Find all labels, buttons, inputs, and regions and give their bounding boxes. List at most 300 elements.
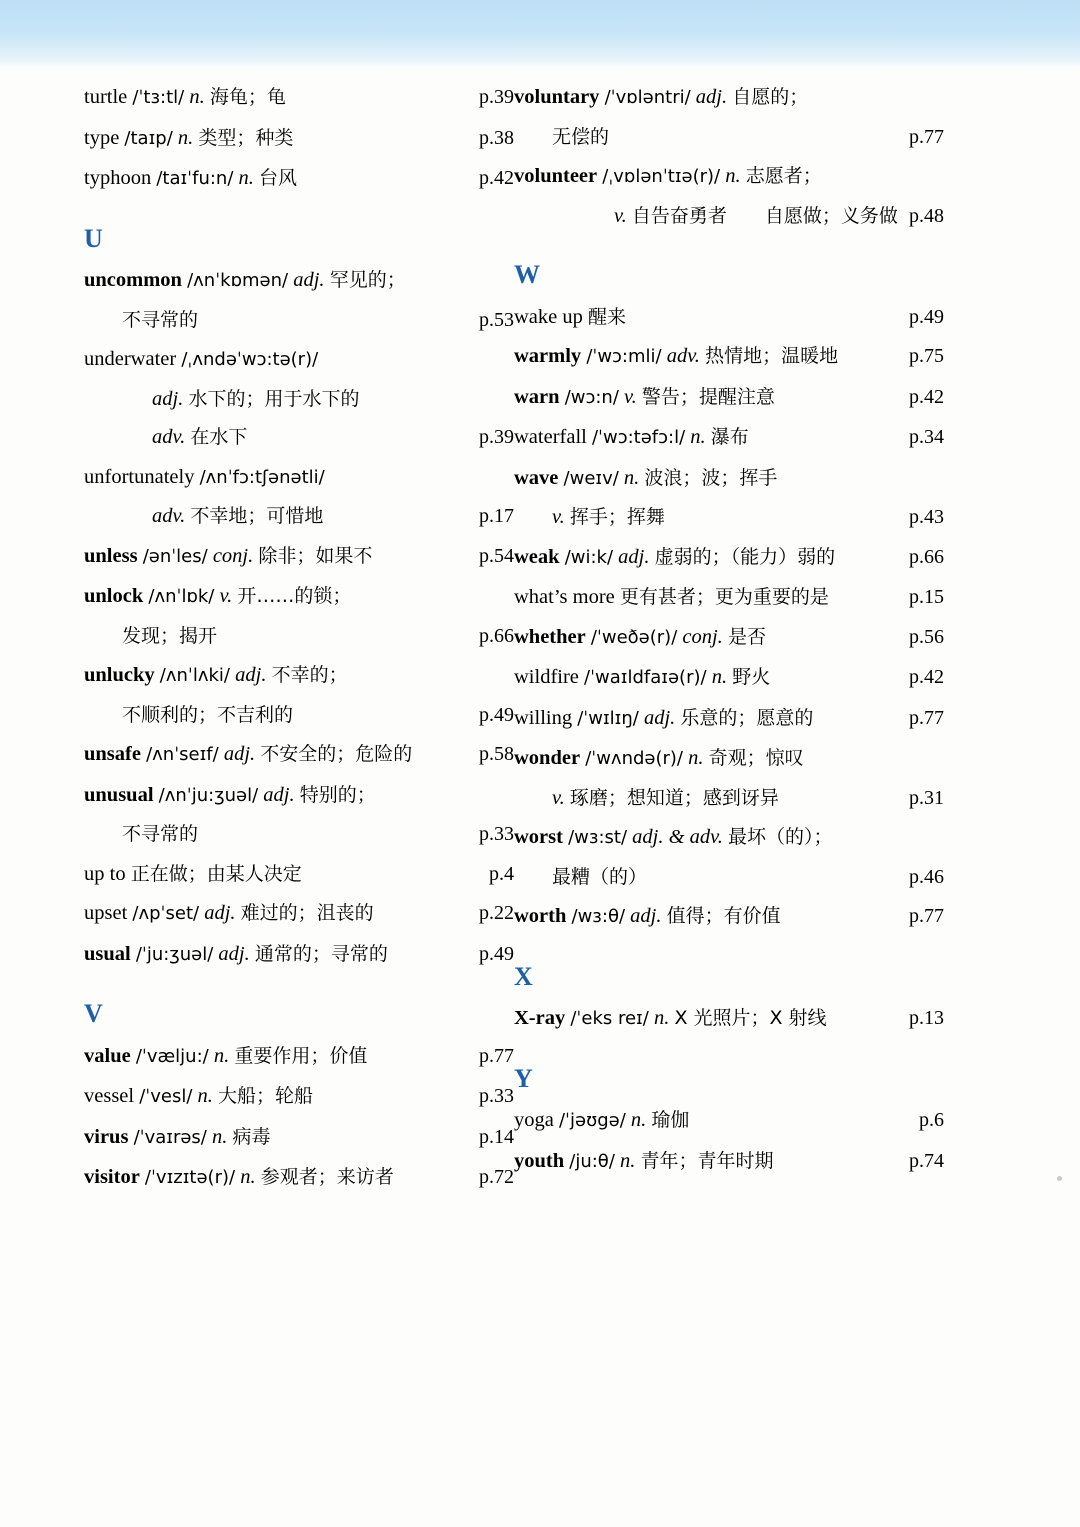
headword: unsafe bbox=[84, 743, 141, 766]
definition: 虚弱的；（能力）弱的 bbox=[654, 545, 836, 568]
phonetic: /ˈvɪzɪtə(r)/ bbox=[144, 1167, 236, 1189]
headword: willing bbox=[514, 706, 573, 729]
glossary-entry bbox=[514, 157, 944, 235]
part-of-speech: n. bbox=[711, 666, 728, 689]
glossary-entry bbox=[84, 261, 514, 339]
part-of-speech: n. bbox=[238, 167, 254, 189]
headword: typhoon bbox=[84, 167, 152, 189]
glossary-line bbox=[514, 337, 944, 377]
headword: unusual bbox=[84, 783, 154, 806]
definition: 病毒 bbox=[232, 1125, 271, 1148]
glossary-entry bbox=[514, 658, 944, 698]
page-reference: p.17 bbox=[479, 505, 514, 528]
part-of-speech: adv. bbox=[666, 345, 700, 368]
glossary-line-text bbox=[84, 537, 372, 577]
glossary-line-text bbox=[514, 897, 781, 937]
phonetic: /ju:θ/ bbox=[569, 1150, 615, 1172]
glossary-line bbox=[84, 458, 514, 498]
phonetic: /ˈeks reɪ/ bbox=[570, 1008, 649, 1030]
headword: uncommon bbox=[84, 269, 182, 292]
headword: underwater bbox=[84, 348, 177, 371]
headword: youth bbox=[514, 1149, 565, 1172]
headword: warn bbox=[514, 385, 560, 408]
phonetic: /wɜ:θ/ bbox=[571, 906, 626, 928]
glossary-line-text bbox=[514, 999, 827, 1039]
definition: 值得；有价值 bbox=[666, 905, 781, 928]
glossary-line bbox=[84, 696, 514, 735]
glossary-entry bbox=[514, 1101, 944, 1141]
headword: waterfall bbox=[514, 426, 587, 449]
page-reference: p.53 bbox=[479, 308, 514, 331]
glossary-line-text bbox=[514, 1101, 689, 1141]
headword: worth bbox=[514, 905, 567, 928]
part-of-speech: adj. bbox=[643, 706, 676, 729]
phonetic: /ʌpˈset/ bbox=[132, 903, 200, 925]
glossary-line bbox=[84, 735, 514, 775]
part-of-speech: adv. bbox=[152, 426, 186, 449]
phonetic: /ˈjəʊgə/ bbox=[558, 1110, 626, 1132]
glossary-line-text bbox=[514, 298, 626, 337]
glossary-entry bbox=[514, 78, 944, 156]
page-reference: p.42 bbox=[479, 167, 514, 189]
headword: up to bbox=[84, 862, 126, 885]
glossary-line-text bbox=[514, 78, 808, 118]
page-reference: p.48 bbox=[909, 204, 944, 227]
headword: warmly bbox=[514, 345, 582, 368]
part-of-speech: v. bbox=[219, 585, 233, 608]
letter-heading-u: U bbox=[84, 223, 103, 253]
glossary-line bbox=[514, 658, 944, 698]
glossary-line-text bbox=[84, 1077, 313, 1117]
glossary-entry bbox=[84, 656, 514, 734]
page-reference: p.54 bbox=[479, 544, 514, 567]
part-of-speech: n. bbox=[189, 86, 205, 108]
phonetic: /ˈwɔ:mli/ bbox=[586, 346, 662, 368]
page-reference: p.46 bbox=[909, 865, 944, 888]
headword: virus bbox=[84, 1125, 129, 1148]
glossary-line-text bbox=[514, 538, 835, 578]
page-reference: p.77 bbox=[479, 1044, 514, 1067]
glossary-line bbox=[514, 779, 944, 818]
glossary-line-text bbox=[552, 858, 647, 897]
glossary-entry bbox=[84, 340, 514, 457]
glossary-line bbox=[514, 578, 944, 617]
letter-heading-w: W bbox=[514, 260, 540, 289]
glossary-line bbox=[84, 119, 514, 159]
glossary-entry bbox=[84, 78, 514, 118]
part-of-speech: n. bbox=[688, 747, 704, 770]
phonetic: /ˈwɔ:təfɔ:l/ bbox=[591, 427, 686, 449]
phonetic: /wi:k/ bbox=[564, 546, 614, 568]
glossary-line-text bbox=[84, 159, 297, 199]
page-reference: p.72 bbox=[479, 1166, 514, 1189]
glossary-entry bbox=[84, 119, 514, 159]
glossary-line-text bbox=[152, 418, 247, 457]
definition: 不寻常的 bbox=[122, 308, 199, 331]
glossary-entry bbox=[514, 578, 944, 617]
glossary-line bbox=[84, 617, 514, 656]
glossary-line-text bbox=[84, 1118, 271, 1158]
definition: 类型；种类 bbox=[198, 126, 294, 149]
page-reference: p.33 bbox=[479, 823, 514, 846]
letter-heading-v: V bbox=[84, 999, 103, 1029]
glossary-line bbox=[84, 301, 514, 340]
page-reference: p.77 bbox=[909, 905, 944, 928]
glossary-entry bbox=[514, 459, 944, 537]
glossary-line-text bbox=[122, 815, 198, 854]
page-reference: p.43 bbox=[909, 506, 944, 529]
part-of-speech: n. bbox=[725, 165, 741, 187]
glossary-line bbox=[84, 261, 514, 301]
glossary-entry bbox=[514, 739, 944, 817]
page-corner-mark bbox=[1057, 1176, 1062, 1181]
headword: whether bbox=[514, 625, 586, 648]
glossary-entry bbox=[84, 1118, 514, 1158]
glossary-line-text bbox=[514, 739, 804, 779]
glossary-line-text bbox=[84, 855, 302, 894]
glossary-entry bbox=[84, 855, 514, 894]
part-of-speech: n. bbox=[177, 126, 194, 149]
glossary-line bbox=[514, 378, 944, 418]
part-of-speech: n. bbox=[653, 1007, 670, 1030]
glossary-line-text bbox=[514, 699, 813, 739]
definition: 琢磨；想知道；感到讶异 bbox=[569, 786, 779, 809]
definition: 发现；揭开 bbox=[122, 624, 218, 647]
glossary-line-text bbox=[152, 497, 323, 536]
glossary-line bbox=[84, 340, 514, 380]
definition: 自愿的； bbox=[732, 86, 809, 108]
glossary-line-text bbox=[614, 197, 898, 236]
glossary-entry bbox=[514, 999, 944, 1039]
page-reference: p.13 bbox=[909, 1007, 944, 1030]
glossary-entry bbox=[84, 894, 514, 934]
glossary-line-text bbox=[84, 261, 406, 301]
definition: 难过的；沮丧的 bbox=[240, 902, 374, 925]
definition: 乐意的；愿意的 bbox=[680, 706, 814, 729]
definition: 罕见的； bbox=[329, 269, 406, 292]
glossary-line-text bbox=[84, 340, 318, 380]
definition: 青年；青年时期 bbox=[640, 1149, 774, 1172]
glossary-line-text bbox=[122, 617, 217, 656]
page-reference: p.42 bbox=[909, 385, 944, 408]
glossary-line bbox=[84, 1077, 514, 1117]
part-of-speech: adj. & adv. bbox=[632, 826, 723, 849]
page-reference: p.39 bbox=[479, 426, 514, 449]
definition: 警告；提醒注意 bbox=[641, 385, 775, 408]
headword: wake up bbox=[514, 305, 583, 328]
glossary-entry bbox=[84, 159, 514, 199]
glossary-entry bbox=[84, 537, 514, 577]
glossary-entry bbox=[514, 618, 944, 658]
glossary-line-text bbox=[552, 498, 665, 537]
part-of-speech: n. bbox=[212, 1125, 228, 1148]
part-of-speech: v. bbox=[614, 204, 627, 227]
glossary-line bbox=[84, 855, 514, 894]
part-of-speech: adj. bbox=[218, 942, 250, 965]
headword: turtle bbox=[84, 86, 128, 108]
phonetic: /wɜ:st/ bbox=[568, 827, 628, 849]
definition: 最坏（的）； bbox=[727, 826, 833, 849]
definition: 醒来 bbox=[588, 305, 627, 328]
phonetic: /ˈwɪlɪŋ/ bbox=[577, 707, 639, 729]
phonetic: /ˈvælju:/ bbox=[135, 1045, 209, 1067]
glossary-line-text bbox=[122, 301, 198, 340]
letter-heading-x: X bbox=[514, 961, 533, 991]
glossary-line bbox=[84, 159, 514, 199]
glossary-line bbox=[514, 1142, 944, 1182]
glossary-line-text bbox=[84, 78, 286, 118]
phonetic: /ʌnˈkɒmən/ bbox=[187, 270, 289, 292]
definition: 不安全的；危险的 bbox=[260, 743, 413, 766]
part-of-speech: n. bbox=[623, 466, 640, 489]
page-reference: p.42 bbox=[909, 666, 944, 689]
phonetic: /ʌnˈlɒk/ bbox=[148, 586, 215, 608]
glossary-entry bbox=[514, 378, 944, 418]
definition: 志愿者； bbox=[745, 165, 822, 187]
page-reference: p.75 bbox=[909, 345, 944, 368]
glossary-line-text bbox=[84, 935, 388, 975]
definition: 开……的锁； bbox=[237, 585, 352, 608]
phonetic: /weɪv/ bbox=[563, 467, 619, 489]
glossary-line bbox=[514, 858, 944, 897]
glossary-entry bbox=[514, 337, 944, 377]
definition: 台风 bbox=[259, 167, 298, 189]
headword: unless bbox=[84, 544, 138, 567]
headword: unlock bbox=[84, 585, 144, 608]
glossary-entry bbox=[84, 776, 514, 854]
glossary-line bbox=[514, 699, 944, 739]
phonetic: /ˈweðə(r)/ bbox=[590, 626, 678, 648]
glossary-line-text bbox=[84, 656, 348, 696]
definition: 波浪；波；挥手 bbox=[644, 466, 778, 489]
definition: 水下的；用于水下的 bbox=[188, 387, 360, 410]
definition: 重要作用；价值 bbox=[234, 1044, 368, 1067]
headword: unlucky bbox=[84, 664, 155, 687]
part-of-speech: v. bbox=[552, 506, 565, 529]
headword: voluntary bbox=[514, 86, 600, 108]
glossary-line bbox=[84, 78, 514, 118]
part-of-speech: v. bbox=[624, 385, 637, 408]
part-of-speech: conj. bbox=[682, 625, 723, 648]
letter-heading-y: Y bbox=[514, 1063, 533, 1093]
glossary-entry bbox=[84, 1158, 514, 1198]
glossary-line bbox=[514, 118, 944, 157]
phonetic: /ˈtɜ:tl/ bbox=[132, 87, 185, 108]
part-of-speech: adj. bbox=[235, 664, 267, 687]
definition: 奇观；惊叹 bbox=[708, 747, 804, 770]
definition: 自告奋勇者 自愿做；义务做 bbox=[631, 204, 898, 227]
glossary-line-text bbox=[514, 658, 770, 698]
part-of-speech: n. bbox=[213, 1044, 230, 1067]
page-reference: p.77 bbox=[909, 125, 944, 148]
definition: 更有甚者；更为重要的是 bbox=[619, 586, 829, 609]
headword: usual bbox=[84, 942, 131, 965]
glossary-line bbox=[514, 1101, 944, 1141]
glossary-line bbox=[84, 537, 514, 577]
phonetic: /ˈvesl/ bbox=[139, 1086, 193, 1108]
glossary-column-right bbox=[514, 78, 944, 1199]
glossary-line bbox=[514, 618, 944, 658]
glossary-line bbox=[514, 459, 944, 499]
glossary-line bbox=[84, 1118, 514, 1158]
definition: 不幸的； bbox=[271, 664, 348, 687]
phonetic: /ˈju:ʒuəl/ bbox=[135, 943, 214, 965]
page-header-band bbox=[0, 0, 1080, 62]
part-of-speech: n. bbox=[630, 1109, 647, 1132]
glossary-line bbox=[84, 894, 514, 934]
part-of-speech: n. bbox=[240, 1166, 256, 1189]
glossary-line bbox=[84, 1158, 514, 1198]
part-of-speech: adj. bbox=[263, 783, 295, 806]
page-reference: p.74 bbox=[909, 1149, 944, 1172]
definition: 海龟；龟 bbox=[209, 86, 286, 108]
phonetic: /wɔ:n/ bbox=[564, 386, 619, 408]
glossary-line bbox=[514, 999, 944, 1039]
phonetic: /ʌnˈseɪf/ bbox=[146, 744, 219, 766]
glossary-line-text bbox=[84, 776, 376, 816]
glossary-line-text bbox=[84, 577, 351, 617]
headword: volunteer bbox=[514, 165, 598, 187]
headword: X-ray bbox=[514, 1007, 566, 1030]
glossary-entry bbox=[514, 1142, 944, 1182]
glossary-entry bbox=[514, 699, 944, 739]
page-reference: p.33 bbox=[479, 1085, 514, 1108]
glossary-entry bbox=[514, 418, 944, 458]
glossary-line bbox=[84, 418, 514, 457]
glossary-entry bbox=[514, 818, 944, 896]
headword: unfortunately bbox=[84, 465, 195, 488]
part-of-speech: conj. bbox=[212, 544, 254, 567]
glossary-line-text bbox=[514, 618, 766, 658]
headword: yoga bbox=[514, 1109, 554, 1132]
part-of-speech: n. bbox=[620, 1149, 636, 1172]
part-of-speech: adj. bbox=[695, 86, 728, 108]
glossary-line-text bbox=[84, 1037, 367, 1077]
definition: 除非；如果不 bbox=[258, 544, 373, 567]
headword: type bbox=[84, 126, 120, 149]
part-of-speech: n. bbox=[690, 426, 706, 449]
phonetic: /ʌnˈfɔ:tʃənətli/ bbox=[199, 466, 325, 488]
page-reference: p.58 bbox=[479, 743, 514, 766]
glossary-line bbox=[84, 815, 514, 854]
page-reference: p.31 bbox=[909, 786, 944, 809]
definition: 瑜伽 bbox=[651, 1109, 690, 1132]
definition: X 光照片；X 射线 bbox=[674, 1007, 827, 1030]
page-reference: p.39 bbox=[479, 86, 514, 108]
definition: 不幸地；可惜地 bbox=[190, 505, 324, 528]
phonetic: /ˈwʌndə(r)/ bbox=[585, 748, 683, 770]
part-of-speech: adj. bbox=[293, 269, 325, 292]
definition: 正在做；由某人决定 bbox=[130, 862, 302, 885]
definition: 是否 bbox=[727, 625, 766, 648]
glossary-line bbox=[514, 897, 944, 937]
page-reference: p.56 bbox=[909, 625, 944, 648]
glossary-line bbox=[514, 739, 944, 779]
page-reference: p.77 bbox=[909, 706, 944, 729]
glossary-line-text bbox=[84, 119, 293, 159]
page-reference: p.15 bbox=[909, 586, 944, 609]
definition: 大船；轮船 bbox=[218, 1085, 314, 1108]
glossary-line-text bbox=[84, 735, 412, 775]
glossary-line-text bbox=[152, 380, 359, 419]
phonetic: /ˌʌndəˈwɔ:tə(r)/ bbox=[181, 349, 319, 371]
headword: wave bbox=[514, 466, 559, 489]
glossary-line-text bbox=[514, 157, 822, 197]
part-of-speech: adv. bbox=[152, 505, 186, 528]
definition: 无偿的 bbox=[552, 125, 610, 148]
headword: weak bbox=[514, 545, 560, 568]
glossary-entry bbox=[514, 538, 944, 578]
phonetic: /ənˈles/ bbox=[142, 545, 208, 567]
glossary-line-text bbox=[84, 458, 325, 498]
glossary-entry bbox=[514, 298, 944, 337]
glossary-line bbox=[514, 298, 944, 337]
definition: 热情地；温暖地 bbox=[705, 345, 839, 368]
glossary-line bbox=[84, 577, 514, 617]
glossary-line-text bbox=[514, 378, 775, 418]
phonetic: /ˌvɒlənˈtɪə(r)/ bbox=[602, 166, 721, 187]
page-reference: p.38 bbox=[479, 126, 514, 149]
definition: 挥手；挥舞 bbox=[569, 506, 665, 529]
glossary-line bbox=[84, 380, 514, 419]
headword: upset bbox=[84, 902, 128, 925]
headword: wildfire bbox=[514, 666, 579, 689]
definition: 通常的；寻常的 bbox=[254, 942, 388, 965]
glossary-line bbox=[84, 776, 514, 816]
glossary-entry bbox=[84, 1077, 514, 1117]
glossary-line-text bbox=[514, 337, 838, 377]
headword: wonder bbox=[514, 747, 581, 770]
glossary-line bbox=[514, 498, 944, 537]
glossary-line-text bbox=[514, 418, 749, 458]
definition: 参观者；来访者 bbox=[260, 1166, 394, 1189]
definition: 特别的； bbox=[299, 783, 376, 806]
glossary-entry bbox=[514, 897, 944, 937]
glossary-line-text bbox=[514, 578, 829, 617]
part-of-speech: adj. bbox=[204, 902, 236, 925]
glossary-entry bbox=[84, 935, 514, 975]
part-of-speech: n. bbox=[197, 1085, 213, 1108]
glossary-line bbox=[514, 538, 944, 578]
part-of-speech: adj. bbox=[223, 743, 256, 766]
definition: 最糟（的） bbox=[552, 865, 648, 888]
page-reference: p.49 bbox=[909, 305, 944, 328]
part-of-speech: adj. bbox=[152, 387, 184, 410]
headword: visitor bbox=[84, 1166, 140, 1189]
glossary-line-text bbox=[84, 1158, 394, 1198]
definition: 不顺利的；不吉利的 bbox=[122, 703, 294, 726]
glossary-line bbox=[514, 818, 944, 858]
glossary-line bbox=[84, 497, 514, 536]
glossary-entry bbox=[84, 577, 514, 655]
part-of-speech: v. bbox=[552, 786, 565, 809]
definition: 野火 bbox=[732, 666, 771, 689]
page-reference: p.6 bbox=[919, 1109, 944, 1132]
phonetic: /ʌnˈju:ʒuəl/ bbox=[158, 784, 259, 806]
glossary-line-text bbox=[552, 779, 779, 818]
part-of-speech: adj. bbox=[630, 905, 662, 928]
headword: worst bbox=[514, 826, 563, 849]
glossary-entry bbox=[84, 735, 514, 775]
part-of-speech: adj. bbox=[618, 545, 650, 568]
glossary-line-text bbox=[514, 818, 833, 858]
page-reference: p.66 bbox=[909, 545, 944, 568]
phonetic: /taɪˈfu:n/ bbox=[156, 168, 234, 189]
definition: 在水下 bbox=[190, 426, 248, 449]
glossary-entry bbox=[84, 1037, 514, 1077]
glossary-line bbox=[84, 935, 514, 975]
glossary-line-text bbox=[552, 118, 609, 157]
